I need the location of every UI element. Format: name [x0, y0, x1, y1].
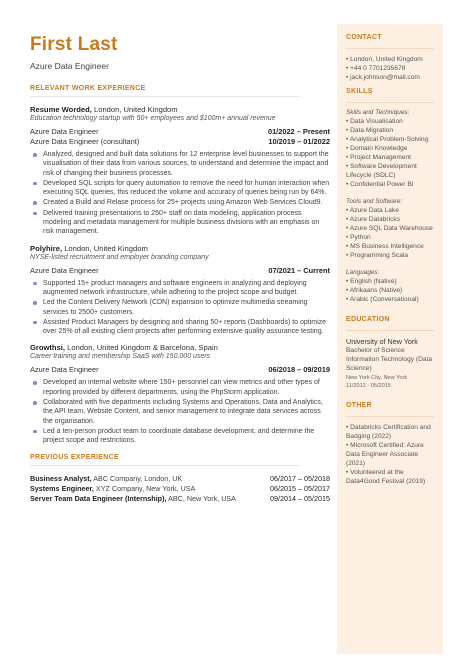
company-location: London, United Kingdom: [91, 105, 178, 114]
education-degree: Bachelor of Science Information Technology (Data Science): [346, 347, 433, 372]
candidate-name: First Last: [30, 34, 118, 55]
previous-role-row: [30, 484, 330, 494]
role-title: Azure Data Engineer (consultant): [30, 137, 140, 146]
tool-item: • Python: [346, 234, 371, 241]
previous-role-company: ABC, New York, USA: [166, 493, 236, 503]
other-item: • Microsoft Certified: Azure Data Engineer Associate (2021): [346, 442, 424, 467]
section-divider: [30, 465, 300, 466]
previous-role-row: [30, 474, 330, 484]
skills-list: [346, 117, 434, 189]
skills-group-label: Skills and Techniques:: [346, 109, 410, 116]
contact-location: • London, United Kingdom: [346, 56, 423, 63]
company-name: Polyhire,: [30, 243, 63, 253]
skills-heading: SKILLS: [346, 88, 373, 95]
achievement-item: Analyzed, designed and built data solutions for 12 enterprise level businesses to support the visualisation of their data from various sources, to understand and determine the impact and risk of changing their business processes.: [43, 151, 329, 177]
contact-heading: CONTACT: [346, 34, 382, 41]
section-divider: [346, 102, 434, 103]
education-school: University of New York: [346, 337, 418, 346]
previous-role-dates: 06/2015 – 05/2017: [270, 483, 330, 493]
tool-item: • Azure Databricks: [346, 216, 400, 223]
skill-item: • Confidential Power BI: [346, 181, 414, 188]
skill-item: • Project Management: [346, 154, 411, 161]
previous-role-dates: 06/2017 – 05/2018: [270, 473, 330, 483]
previous-role-title: Business Analyst,: [30, 473, 92, 483]
skill-item: • Software Development Lifecycle (SDLC): [346, 163, 417, 179]
tools-list: [346, 206, 434, 260]
role-title: Azure Data Engineer: [30, 265, 99, 275]
achievement-item: Collaborated with five departments including Systems and Operations, Data and Analytics, the API team, Website Content, and senior management to integrate data services across the organisation.: [43, 398, 330, 426]
achievement-item: Developed SQL scripts for query automation to remove the need for human interaction when executing SQL queries, this reduced the volume and accuracy of queries being run by 64%.: [43, 179, 330, 197]
other-list: [346, 423, 434, 486]
section-divider: [346, 416, 434, 417]
achievement-item: Led the Content Delivery Network (CDN) expansion to optimize multimedia streaming services to 2500+ customers.: [43, 298, 330, 317]
achievement-list: [30, 279, 330, 337]
company-description: Education technology startup with 50+ employees and $100m+ annual revenue: [30, 115, 276, 122]
work-experience-heading: RELEVANT WORK EXPERIENCE: [30, 85, 146, 92]
company-name: Resume Worded,: [30, 105, 92, 114]
skill-item: • Data Migration: [346, 127, 394, 134]
job-entry: [30, 105, 330, 237]
skills-group-label: Tools and Software:: [346, 198, 403, 205]
role-dates: 01/2022 – Present: [267, 127, 330, 136]
role-row: [30, 137, 330, 147]
achievement-item: Created a Build and Relase process for 25+ projects using Amazon Web Services Cloud9.: [43, 198, 330, 207]
achievement-item: Delivered training presentations to 250+ staff on data modeling, application process modeling and metadata management for multiple business divisions with an emphasis on risk management.: [43, 209, 330, 237]
other-section: [346, 402, 434, 486]
language-item: • Afrikaans (Native): [346, 287, 403, 294]
section-divider: [346, 48, 434, 49]
company-location: London, United Kingdom & Barcelona, Spain: [65, 343, 218, 353]
other-item: • Databricks Certification and Badging (2022): [346, 424, 431, 440]
role-title: Azure Data Engineer: [30, 365, 99, 375]
company-location: London, United Kingdom: [62, 243, 148, 253]
achievement-item: Led a ten-person product team to coordinate database development, and determine the project scope and restrictions.: [43, 427, 330, 446]
skills-group-label: Languages:: [346, 269, 380, 276]
achievement-item: Developed an internal website where 150+ personnel can view metrics and other types of reporting provided by different departments, using the PhpStorm application.: [43, 378, 330, 397]
tool-item: • Azure SQL Data Warehouse: [346, 225, 433, 232]
tool-item: • Programming Scala: [346, 252, 409, 259]
company-line: [30, 105, 330, 114]
previous-role-row: [30, 494, 330, 504]
language-item: • English (Native): [346, 278, 397, 285]
other-item: • Volunteered at the Data4Good Festival (2019): [346, 469, 426, 485]
achievement-list: [30, 378, 330, 445]
achievement-list: [30, 150, 330, 237]
skill-item: • Domain Knowledge: [346, 145, 408, 152]
company-line: [30, 244, 330, 253]
role-row: [30, 365, 330, 375]
education-heading: EDUCATION: [346, 316, 390, 323]
other-heading: OTHER: [346, 402, 372, 409]
contact-email[interactable]: • jack.johnson@mail.com: [346, 74, 420, 81]
previous-role-company: ABC Company, London, UK: [91, 473, 183, 483]
section-divider: [346, 330, 434, 331]
company-name: Growthsi,: [30, 343, 66, 353]
contact-list: [346, 55, 434, 82]
languages-list: [346, 277, 434, 304]
sidebar: [337, 24, 443, 654]
tool-item: • Azure Data Lake: [346, 207, 399, 214]
achievement-item: Supported 15+ product managers and software engineers in analyzing and deploying augmented network infrastructure, while adhering to the project scope and budget.: [43, 279, 330, 298]
role-dates: 06/2018 – 09/2019: [268, 365, 330, 375]
education-section: [346, 316, 434, 390]
main-column: [30, 34, 330, 504]
education-dates: 11/2012 - 05/2015: [346, 383, 391, 389]
company-line: [30, 343, 330, 352]
role-dates: 10/2019 – 01/2022: [268, 137, 330, 146]
previous-role-company: XYZ Company, New York, USA: [93, 483, 196, 493]
skill-item: • Data Visualisation: [346, 118, 403, 125]
job-entry: [30, 244, 330, 337]
role-title: Azure Data Engineer: [30, 127, 99, 136]
candidate-title: Azure Data Engineer: [30, 61, 109, 71]
language-item: • Arabic (Conversational): [346, 296, 419, 303]
job-entry: [30, 343, 330, 445]
contact-phone: • +44 0 7701235678: [346, 65, 406, 72]
role-row: [30, 127, 330, 137]
previous-role-title: Server Team Data Engineer (Internship),: [30, 493, 167, 503]
company-description: NYSE-listed recruitment and employer branding company: [30, 253, 209, 261]
previous-experience-heading: PREVIOUS EXPERIENCE: [30, 453, 119, 461]
skill-item: • Analytical Problem-Solving: [346, 136, 429, 143]
role-row: [30, 266, 330, 276]
contact-section: [346, 34, 434, 82]
section-divider: [30, 96, 300, 97]
previous-role-dates: 09/2014 – 05/2015: [270, 493, 330, 503]
role-dates: 07/2021 – Current: [268, 265, 330, 275]
tool-item: • MS Business Intelligence: [346, 243, 424, 250]
previous-role-title: Systems Engineer,: [30, 483, 94, 493]
education-location: New York City, New York: [346, 375, 408, 381]
company-description: Career training and membership SaaS with 150,000 users: [30, 353, 211, 361]
achievement-item: Assisted Product Managers by designing and sharing 50+ reports (Dashboards) to optimize over 25% of all existing client projects after performing extensive quality assurance testing.: [43, 318, 330, 337]
skills-section: [346, 88, 434, 304]
